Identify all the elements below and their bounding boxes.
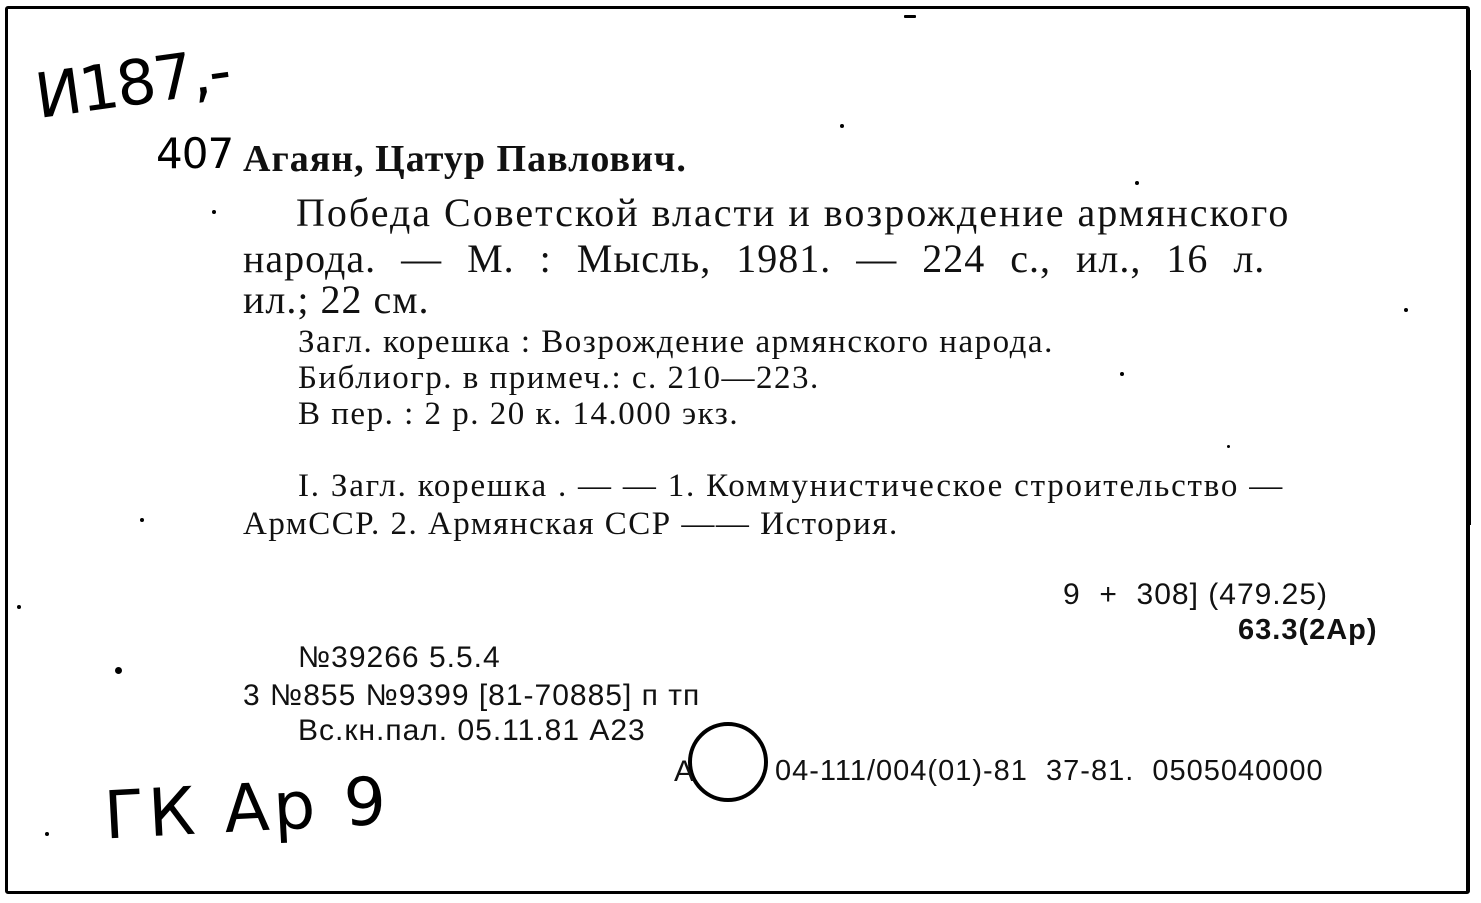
handwritten-call-number: И187,- bbox=[30, 33, 234, 133]
title-line-2: народа. — М. : Мысль, 1981. — 224 с., ил., 16 л. bbox=[243, 236, 1266, 281]
speckle bbox=[17, 605, 21, 609]
handwritten-call-number-sub: 407 bbox=[156, 129, 234, 178]
handwritten-shelf-mark: ГК Ар 9 bbox=[102, 762, 392, 855]
title-line-1: Победа Советской власти и возрождение армянского bbox=[296, 190, 1291, 235]
print-codes: 3 №855 №9399 [81-70885] п тп bbox=[243, 679, 701, 712]
circle-mark bbox=[688, 722, 768, 802]
catalog-number: №39266 5.5.4 bbox=[298, 641, 501, 674]
udc-code: 9 + 308] (479.25) bbox=[1063, 578, 1329, 611]
speckle bbox=[1227, 445, 1230, 448]
bottom-code: 04-111/004(01)-81 37-81. 0505040000 bbox=[775, 755, 1324, 787]
speckle bbox=[1404, 308, 1408, 312]
card-right-edge bbox=[1466, 70, 1471, 525]
speckle bbox=[212, 210, 216, 214]
speckle bbox=[840, 124, 844, 128]
subject-line-1: I. Загл. корешка . — — 1. Коммунистическое строительство — bbox=[298, 468, 1285, 504]
speckle bbox=[115, 667, 122, 674]
subject-line-2: АрмССР. 2. Армянская ССР —— История. bbox=[243, 506, 899, 542]
speckle bbox=[45, 832, 49, 836]
speckle bbox=[140, 518, 144, 522]
note-spine-title: Загл. корешка : Возрождение армянского народа. bbox=[298, 324, 1054, 360]
book-chamber-stamp: Вс.кн.пал. 05.11.81 А23 bbox=[298, 714, 646, 747]
speckle bbox=[904, 15, 916, 18]
bbk-code: 63.3(2Ар) bbox=[1238, 614, 1378, 646]
bottom-code-prefix: А bbox=[674, 755, 696, 788]
author-heading: Агаян, Цатур Павлович. bbox=[243, 138, 687, 180]
note-bibliography: Библиогр. в примеч.: с. 210—223. bbox=[298, 360, 820, 396]
speckle bbox=[1120, 372, 1124, 376]
speckle bbox=[1135, 181, 1139, 185]
title-line-3: ил.; 22 см. bbox=[243, 277, 430, 322]
note-price-edition: В пер. : 2 р. 20 к. 14.000 экз. bbox=[298, 396, 740, 432]
